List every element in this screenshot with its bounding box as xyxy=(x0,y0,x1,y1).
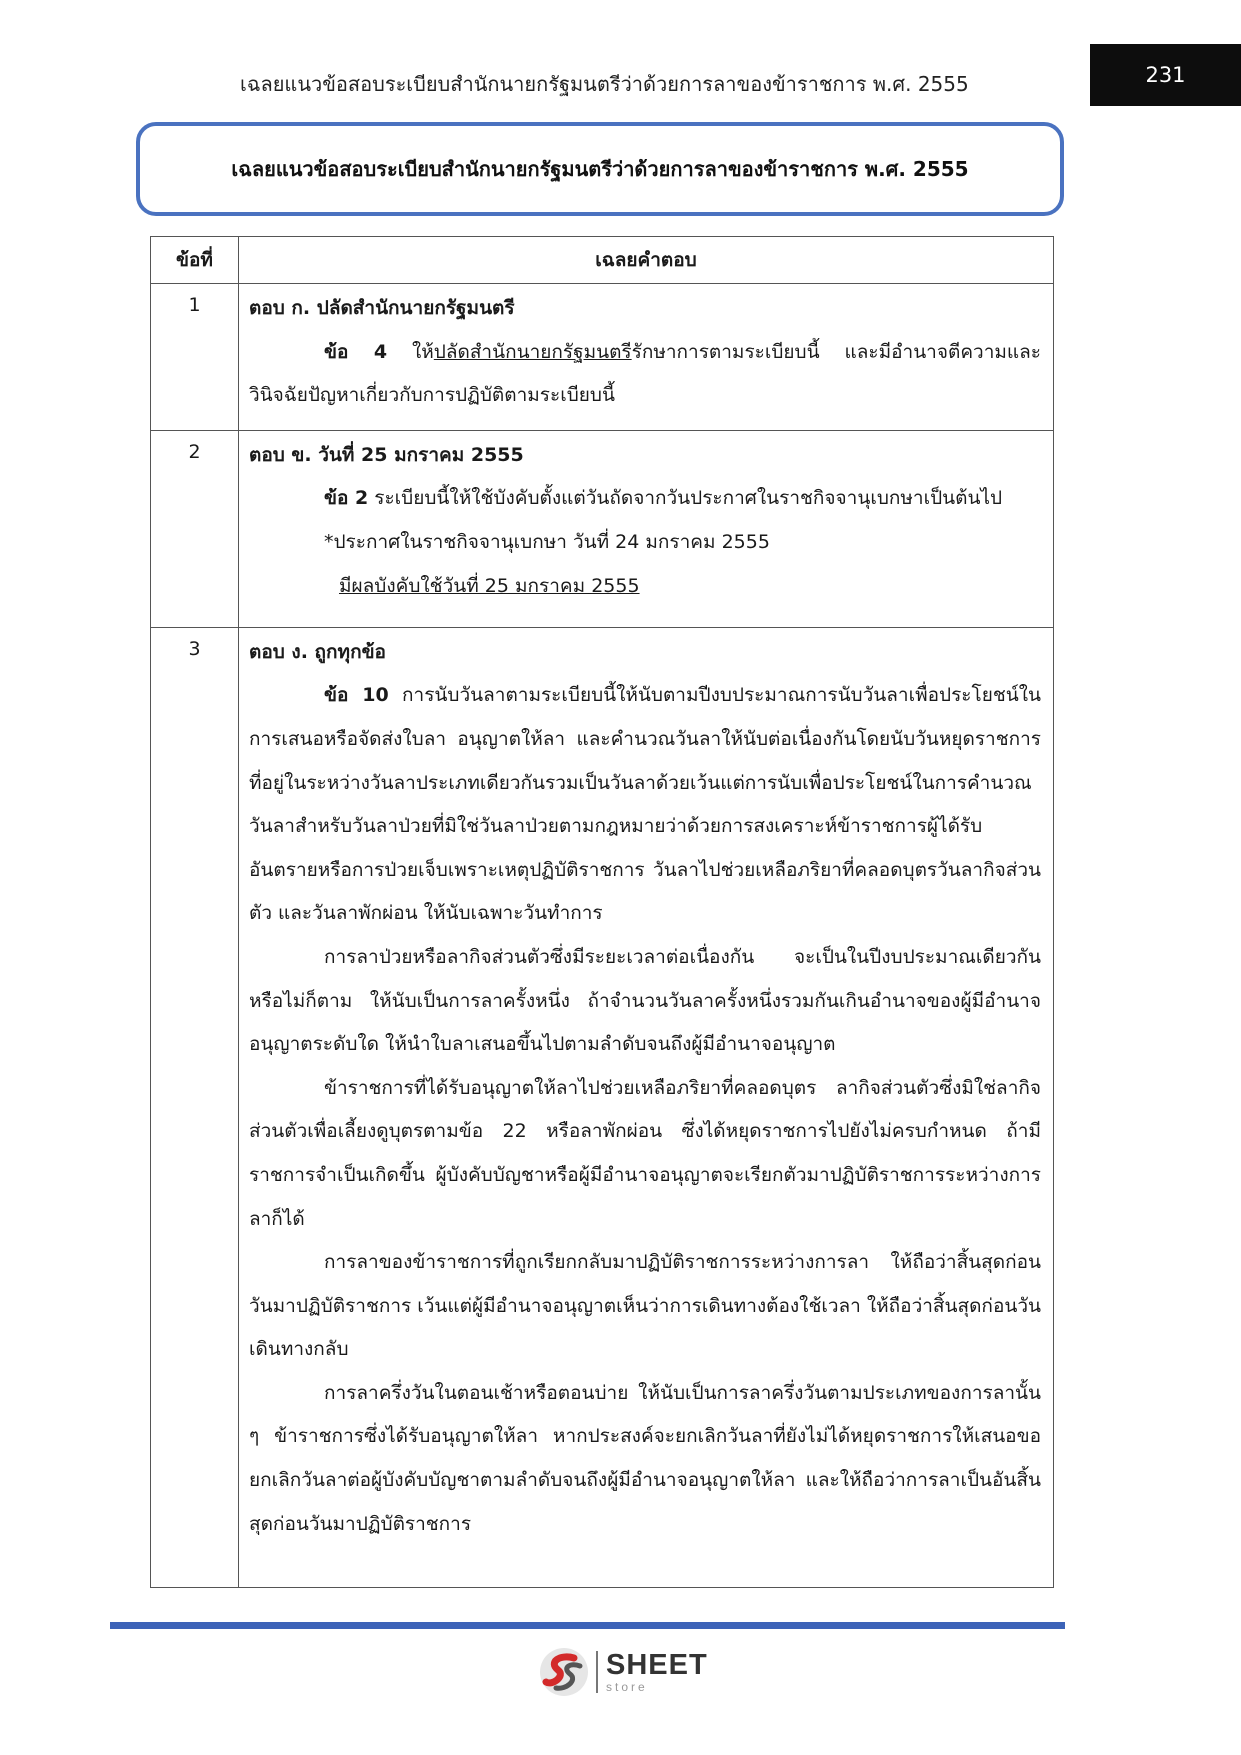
clause-paragraph xyxy=(249,331,1041,418)
question-number: 1 xyxy=(151,284,239,431)
header-question-number: ข้อที่ xyxy=(151,237,239,284)
clause-text: การนับวันลาตามระเบียบนี้ให้นับตามปีงบประมาณการนับวันลาเพื่อประโยชน์ในการเสนอหรือจัดส่งใบลา อนุญาตให้ลา และคำนวณวันลาให้นับต่อเนื่องกันโดยนับวันหยุดราชการที่อยู่ในระหว่างวันลาประเภทเดียวกันรวมเป็นวันลาด้วยเว้นแต่การนับเพื่อประโยชน์ในการคำนวณวันลาสำหรับวันลาป่วยที่มิใช่วันลาป่วยตามกฎหมายว่าด้วยการสงเคราะห์ข้าราชการผู้ได้รับอันตรายหรือการป่วยเจ็บเพราะเหตุปฏิบัติราชการ วันลาไปช่วยเหลือภริยาที่คลอดบุตรวันลากิจส่วนตัว และวันลาพักผ่อน ให้นับเฉพาะวันทำการ xyxy=(249,684,1041,925)
answer-cell xyxy=(239,430,1054,627)
answer-cell xyxy=(239,284,1054,431)
table-row xyxy=(151,627,1054,1587)
logo-divider xyxy=(596,1651,598,1693)
page-number: 231 xyxy=(1090,44,1241,106)
table-row xyxy=(151,284,1054,431)
clause-paragraph: การลาครึ่งวันในตอนเช้าหรือตอนบ่าย ให้นับเป็นการลาครึ่งวันตามประเภทของการลานั้น ๆ ข้าราชการซึ่งได้รับอนุญาตให้ลา หากประสงค์จะยกเลิกวันลาที่ยังไม่ได้หยุดราชการให้เสนอขอยกเลิกวันลาต่อผู้บังคับบัญชาตามลำดับจนถึงผู้มีอำนาจอนุญาตให้ลา และให้ถือว่าการลาเป็นอันสิ้นสุดก่อนวันมาปฏิบัติราชการ xyxy=(249,1381,1041,1535)
clause-paragraph xyxy=(249,674,1041,936)
clause-paragraph: การลาของข้าราชการที่ถูกเรียกกลับมาปฏิบัติราชการระหว่างการลา ให้ถือว่าสิ้นสุดก่อนวันมาปฏิบัติราชการ เว้นแต่ผู้มีอำนาจอนุญาตเห็นว่าการเดินทางต้องใช้เวลา ให้ถือว่าสิ้นสุดก่อนวันเดินทางกลับ xyxy=(249,1251,1041,1361)
sheet-store-logo xyxy=(538,1646,708,1698)
clause-underlined-text: ปลัดสำนักนายกรัฐมนตรี xyxy=(433,340,632,363)
logo-text xyxy=(606,1651,708,1693)
answer-line: ตอบ ง. ถูกทุกข้อ xyxy=(249,640,386,663)
answer-line: ตอบ ก. ปลัดสำนักนายกรัฐมนตรี xyxy=(249,297,515,319)
clause-text-pre: ให้ xyxy=(387,340,434,363)
question-number: 3 xyxy=(151,627,239,1587)
gazette-note: *ประกาศในราชกิจจานุเบกษา วันที่ 24 มกราคม 2555 xyxy=(324,530,770,553)
clause-paragraph: การลาป่วยหรือลากิจส่วนตัวซึ่งมีระยะเวลาต่อเนื่องกัน จะเป็นในปีงบประมาณเดียวกันหรือไม่ก็ตาม ให้นับเป็นการลาครั้งหนึ่ง ถ้าจำนวนวันลาครั้งหนึ่งรวมกันเกินอำนาจของผู้มีอำนาจอนุญาตระดับใด ให้นำใบลาเสนอขึ้นไปตามลำดับจนถึงผู้มีอำนาจอนุญาต xyxy=(249,945,1041,1056)
sheet-store-logo-icon xyxy=(538,1646,590,1698)
clause-label: ข้อ 10 xyxy=(324,684,389,707)
question-number: 2 xyxy=(151,430,239,627)
clause-text-post: รักษาการตามระเบียบนี้ และมีอำนาจตีความและวินิจฉัยปัญหาเกี่ยวกับการปฏิบัติตามระเบียบนี้ xyxy=(249,340,1041,407)
clause-paragraph xyxy=(249,477,1041,521)
effective-date: มีผลบังคับใช้วันที่ 25 มกราคม 2555 xyxy=(339,574,640,597)
clause-paragraph: ข้าราชการที่ได้รับอนุญาตให้ลาไปช่วยเหลือภริยาที่คลอดบุตร ลากิจส่วนตัวซึ่งมิใช่ลากิจส่วนตัวเพื่อเลี้ยงดูบุตรตามข้อ 22 หรือลาพักผ่อน ซึ่งได้หยุดราชการไปยังไม่ครบกำหนด ถ้ามีราชการจำเป็นเกิดขึ้น ผู้บังคับบัญชาหรือผู้มีอำนาจอนุญาตจะเรียกตัวมาปฏิบัติราชการระหว่างการลาก็ได้ xyxy=(249,1076,1041,1230)
header-answer: เฉลยคำตอบ xyxy=(239,237,1054,284)
answer-cell xyxy=(239,627,1054,1587)
footer-rule xyxy=(110,1622,1065,1629)
answer-table xyxy=(150,236,1054,1588)
answer-line: ตอบ ข. วันที่ 25 มกราคม 2555 xyxy=(249,443,524,466)
effective-date-line xyxy=(249,565,1041,609)
logo-sub: store xyxy=(606,1680,648,1694)
document-title: เฉลยแนวข้อสอบระเบียบสำนักนายกรัฐมนตรีว่าด้วยการลาของข้าราชการ พ.ศ. 2555 xyxy=(231,157,969,181)
clause-label: ข้อ 2 xyxy=(324,487,369,510)
clause-text: ระเบียบนี้ให้ใช้บังคับตั้งแต่วันถัดจากวันประกาศในราชกิจจานุเบกษาเป็นต้นไป xyxy=(368,487,1003,510)
table-header-row xyxy=(151,237,1054,284)
running-header-title: เฉลยแนวข้อสอบระเบียบสำนักนายกรัฐมนตรีว่าด้วยการลาของข้าราชการ พ.ศ. 2555 xyxy=(240,72,969,96)
table-row xyxy=(151,430,1054,627)
logo-word: SHEET xyxy=(606,1649,708,1681)
clause-label: ข้อ 4 xyxy=(324,340,388,363)
title-box xyxy=(136,122,1064,216)
